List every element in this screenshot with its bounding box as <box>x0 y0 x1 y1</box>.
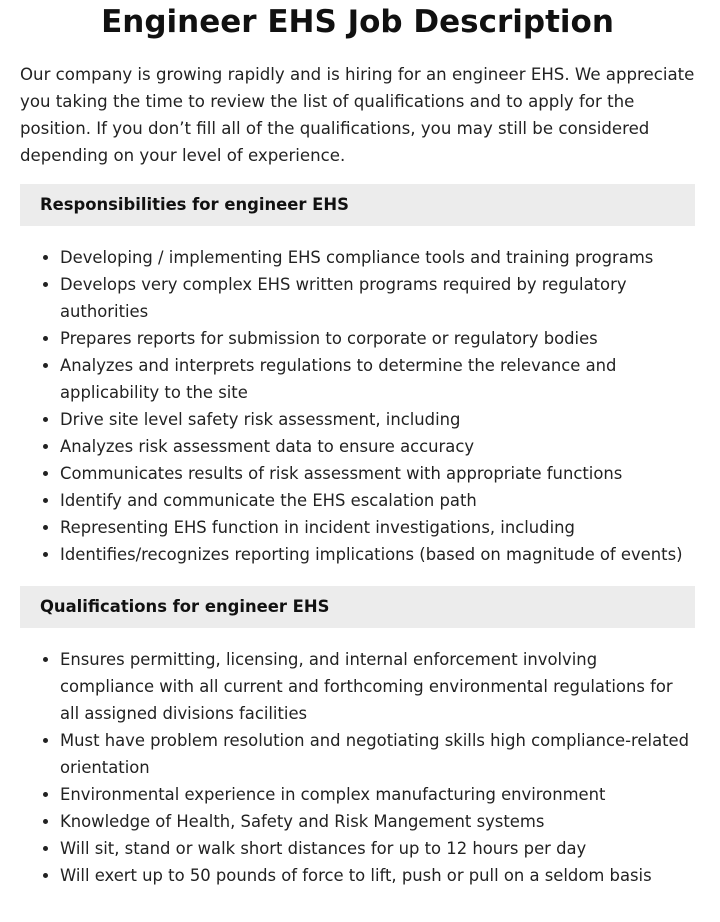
list-item: • Knowledge of Health, Safety and Risk Mangement systems <box>60 808 695 835</box>
qualifications-list <box>20 646 695 889</box>
list-item: • Identify and communicate the EHS escalation path <box>60 487 695 514</box>
list-item: • Identifies/recognizes reporting implications (based on magnitude of events) <box>60 541 695 568</box>
qualifications-heading: Qualifications for engineer EHS <box>20 586 695 628</box>
list-item: • Analyzes and interprets regulations to determine the relevance and applicability to the site <box>60 352 695 406</box>
list-item: • Analyzes risk assessment data to ensure accuracy <box>60 433 695 460</box>
list-item: • Representing EHS function in incident investigations, including <box>60 514 695 541</box>
list-item: • Will sit, stand or walk short distances for up to 12 hours per day <box>60 835 695 862</box>
responsibilities-heading: Responsibilities for engineer EHS <box>20 184 695 226</box>
list-item: • Ensures permitting, licensing, and internal enforcement involving compliance with all current and forthcoming environmental regulations for all assigned divisions facilities <box>60 646 695 727</box>
list-item: • Environmental experience in complex manufacturing environment <box>60 781 695 808</box>
intro-paragraph: Our company is growing rapidly and is hiring for an engineer EHS. We appreciate you taking the time to review the list of qualifications and to apply for the position. If you don’t fill all of the qualifications, you may still be considered depending on your level of experience. <box>20 65 695 165</box>
list-item: • Drive site level safety risk assessment, including <box>60 406 695 433</box>
list-item: • Prepares reports for submission to corporate or regulatory bodies <box>60 325 695 352</box>
list-item: • Developing / implementing EHS compliance tools and training programs <box>60 244 695 271</box>
list-item: • Develops very complex EHS written programs required by regulatory authorities <box>60 271 695 325</box>
responsibilities-list <box>20 244 695 568</box>
page-title: Engineer EHS Job Description <box>101 4 614 40</box>
list-item: • Must have problem resolution and negotiating skills high compliance-related orientation <box>60 727 695 781</box>
list-item: • Will exert up to 50 pounds of force to lift, push or pull on a seldom basis <box>60 862 695 889</box>
list-item: • Communicates results of risk assessment with appropriate functions <box>60 460 695 487</box>
